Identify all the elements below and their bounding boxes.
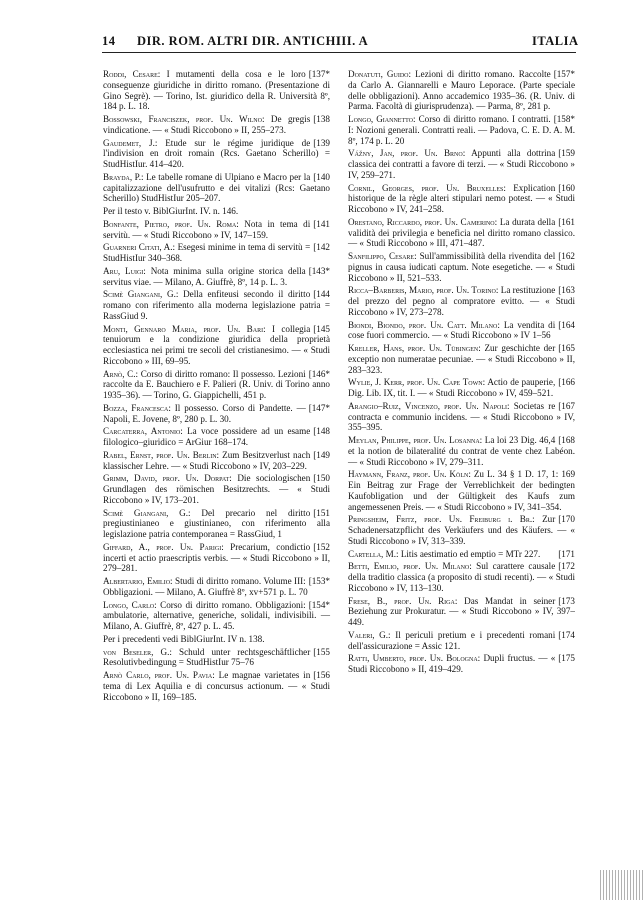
- entry-author: Guarneri Citati, A.:: [103, 242, 176, 253]
- entry-number: [145: [313, 323, 330, 334]
- entry-text: La voce possidere ad un esame filologico–giuridico = ArGiur 168–174.: [103, 426, 311, 447]
- entry-text: Il possesso. Corso di Pandette. — Napoli, E. Jovene, 8º, 280 p. L. 30.: [103, 402, 306, 424]
- entry-text: Zum Besitzverlust nach klassischer Lehre. — « Studi Riccobono » IV, 203–229.: [103, 449, 311, 471]
- entry-number: 169: [561, 469, 575, 480]
- entry-author: Gaudemet, J.:: [103, 137, 158, 148]
- running-title: DIR. ROM. ALTRI DIR. ANTICHI: [137, 34, 342, 48]
- left-column: [103, 69, 330, 704]
- entry-number: [140: [313, 171, 330, 182]
- bibliography-entry: [348, 251, 575, 283]
- entry-text: I mutamenti della cosa e le loro conseguenze giuridiche in diritto romano. (Presentazione di Gino Segrè). — Torino, Ist. giuridico della R. Università 8º, 184 p. L. 18.: [103, 69, 330, 112]
- entry-author: Bozza, Francesca:: [103, 402, 171, 413]
- bibliography-entry: [103, 219, 330, 241]
- bibliography-entry: [348, 469, 575, 512]
- entry-number: [150: [313, 473, 330, 484]
- entry-number: [152: [313, 541, 330, 552]
- entry-author: Aru, Luigi:: [103, 265, 146, 276]
- entry-author: Haymann, Franz, prof. Un. Köln:: [348, 469, 471, 480]
- bibliography-entry: [103, 450, 330, 472]
- entry-author: Grimm, David, prof. Un. Dorpat:: [103, 473, 232, 484]
- entry-number: [146*: [308, 368, 330, 379]
- entry-author: Orestano, Riccardo, prof. Un. Camerino:: [348, 216, 498, 227]
- entry-number: [166: [558, 377, 575, 388]
- entry-text: Della enfiteusi secondo il diritto romano con riferimento alla moderna legislazione patria = RassGiud 9.: [103, 289, 330, 321]
- entry-number: [156: [313, 670, 330, 680]
- entry-number: [147*: [308, 402, 330, 413]
- entry-text: De gregis vindicatione. — « Studi Riccobono » II, 255–273.: [103, 114, 311, 135]
- right-column: [348, 69, 575, 677]
- entry-author: Albertario, Emilio:: [103, 576, 173, 586]
- entry-author: Scimè Giangani, G.:: [103, 289, 179, 300]
- entry-text: Actio de pauperie, Dig. Lib. IX, tit. I. — « Studi Riccobono » IV, 459–521.: [348, 377, 556, 398]
- entry-number: [141: [313, 218, 330, 229]
- entry-author: Bonfante, Pietro, prof. Un. Roma:: [103, 218, 239, 229]
- entry-author: Longo, Giannetto:: [348, 114, 416, 124]
- bibliography-entry: [103, 600, 330, 632]
- bibliography-entry: [348, 549, 575, 560]
- bibliography-entry: [348, 114, 575, 146]
- bibliography-entry: [348, 514, 575, 546]
- entry-author: von Beseler, G.:: [103, 646, 172, 657]
- entry-number: [154*: [308, 599, 330, 610]
- entry-text: Per i precedenti vedi BiblGiurInt. IV n. 138.: [103, 633, 265, 644]
- section-label: III. A: [336, 34, 369, 48]
- entry-number: [149: [313, 449, 330, 460]
- entry-number: [174: [558, 629, 575, 640]
- entry-number: [144: [313, 289, 330, 300]
- entry-text: Zu L. 34 § 1 D. 17, 1: Ein Beitrag zur Frage der Verreblichkeit der bedingten Kaufobligation und der Gültigkeit des Kaufs zum angemessenen Preis. — « Studi Riccobono » IV, 341–354.: [348, 469, 575, 512]
- entry-text: Studi di diritto romano. Volume III: Obbligazioni. — Milano, A. Giuffrè 8º, xv+571 p. L. 70: [103, 576, 308, 597]
- entry-author: Ricca–Barberis, Mario, prof. Un. Torino:: [348, 285, 499, 296]
- bibliography-entry: [348, 69, 575, 112]
- entry-text: Societas re contracta e communio incidens. — « Studi Riccobono » IV, 355–395.: [348, 400, 575, 433]
- bibliography-entry: [103, 542, 330, 574]
- entry-text: Die sociologischen Grundlagen des römischen Besitzrechts. — « Studi Riccobono » IV, 173–201.: [103, 473, 330, 505]
- entry-number: [155: [313, 646, 330, 657]
- bibliography-entry: [348, 435, 575, 467]
- entry-text: I collegia tenuiorum e la condizione giuridica della proprietà ecclesiastica nei primi tre secoli del cristianesimo. — « Studi Riccobono » III, 69–95.: [103, 323, 330, 366]
- entry-number: [167: [558, 400, 575, 411]
- entry-text: Zur Schadenersatzpflicht des Verkäufers und des Käufers. — « Studi Riccobono » IV, 313–339.: [348, 514, 575, 546]
- entry-text: Etude sur le régime juridique de l'indivision en droit romain (Rcs. Gaetano Scherillo) = StudHistIur. 414–420.: [103, 137, 330, 169]
- bibliography-entry: [348, 320, 575, 342]
- entry-number: [137*: [308, 69, 330, 79]
- entry-number: [158*: [553, 114, 575, 124]
- entry-number: [143*: [308, 265, 330, 276]
- entry-text: Corso di diritto romano: Il possesso. Lezioni raccolte da E. Bauchiero e F. Palieri (R. Univ. di Torino anno 1935–36). — Torino, G. Giappichelli, 451 p.: [103, 368, 330, 400]
- entry-text: Das Mandat in seiner Beziehung zur Prokuratur. — « Studi Riccobono » IV, 397–449.: [348, 595, 575, 627]
- bibliography-entry: [348, 183, 575, 215]
- entry-author: Longo, Carlo:: [103, 599, 157, 610]
- entry-author: Bossowski, Franciszek, prof. Un. Wilno:: [103, 114, 265, 124]
- entry-number: [175: [558, 653, 575, 664]
- entry-author: Vážny, Jan, prof. Un. Brno:: [348, 148, 466, 159]
- entry-number: [172: [558, 561, 575, 572]
- bibliography-entry: [348, 285, 575, 317]
- bibliography-entry: [103, 473, 330, 505]
- bibliography-entry: [103, 426, 330, 448]
- entry-text: Lezioni di diritto romano. Raccolte da Carlo A. Giannarelli e Mauro Leporace. (Parte speciale delle obbligazioni). Anno accademico 1935–36. (R. Univ. di Parma. Facoltà di giurisprudenza). — Parma, 8º, 281 p.: [348, 69, 575, 112]
- entry-text: Del precario nel diritto pregiustinianeo e giustinianeo, con riferimento alla legislazione patria contemporanea = RassGiud, 1: [103, 507, 330, 539]
- bibliography-entry: [103, 138, 330, 170]
- bibliography-entry: [348, 401, 575, 433]
- bibliography-entry: [103, 369, 330, 401]
- entry-number: [170: [558, 514, 575, 525]
- entry-author: Frese, B., prof. Un. Riga:: [348, 595, 458, 606]
- entry-author: Donatuti, Guido:: [348, 69, 412, 79]
- entry-text: La restituzione del prezzo del pegno al compratore evitto. — « Studi Riccobono » IV, 273–278.: [348, 285, 575, 317]
- entry-author: Rabel, Ernst, prof. Un. Berlin:: [103, 449, 220, 460]
- entry-text: Sul carattere causale della traditio classica (a proposito di studi recenti). — « Studi Riccobono » IV, 113–130.: [348, 561, 575, 593]
- entry-author: Giffard, A., prof. Un. Parigi:: [103, 541, 224, 552]
- entry-text: Corso di diritto romano. Obbligazioni: ambulatorie, alternative, generiche, solidali, indivisibili. — Milano, A. Giuffrè, 8º, 427 p. L. 45.: [103, 599, 330, 631]
- entry-author: Wylie, J. Kerr, prof. Un. Cape Town:: [348, 377, 486, 388]
- entry-text: Appunti alla dottrina classica dei contratti a favore di terzi. — « Studi Riccobono » IV, 259–271.: [348, 148, 575, 180]
- entry-author: Valeri, G.:: [348, 629, 391, 640]
- entry-author: Scimè Giangani, G.:: [103, 507, 191, 518]
- bibliography-entry: [103, 508, 330, 540]
- entry-number: [160: [558, 182, 575, 193]
- entry-number: [153*: [308, 576, 330, 586]
- page-number: 14: [102, 34, 116, 48]
- entry-number: [161: [558, 216, 575, 227]
- entry-author: Carcaterra, Antonio:: [103, 426, 183, 437]
- entry-number: [139: [313, 137, 330, 148]
- entry-text: Explication historique de la règle alteri stipulari nemo potest. — « Studi Riccobono » IV, 241–258.: [348, 182, 575, 214]
- bibliography-entry: [103, 576, 330, 598]
- bibliography-entry: [103, 324, 330, 367]
- entry-number: [164: [558, 319, 575, 330]
- bibliography-entry: [103, 647, 330, 669]
- bibliography-entry: [348, 217, 575, 249]
- bibliography-entry: [348, 596, 575, 628]
- bibliography-entry: [103, 172, 330, 204]
- entry-text: Nota in tema di servitù. — « Studi Riccobono » IV, 147–159.: [103, 218, 311, 240]
- entry-number: [151: [313, 507, 330, 518]
- entry-text: Dupli fructus. — « Studi Riccobono » II, 419–429.: [348, 653, 556, 674]
- entry-text: Il periculi pretium e i precedenti romani dell'assicurazione = Assic 121.: [348, 629, 556, 651]
- bibliography-entry: [103, 206, 330, 217]
- entry-text: Schuld unter rechtsgeschäftlicher Resolutivbedingung = StudHistIur 75–76: [103, 646, 311, 668]
- entry-number: [163: [558, 285, 575, 296]
- entry-number: [159: [558, 148, 575, 159]
- bibliography-entry: [348, 561, 575, 593]
- entry-text: Le magnae varietates in tema di Lex Aquilia e di concursus actionum. — « Studi Riccobono » II, 169–185.: [103, 670, 330, 702]
- bibliography-entry: [103, 266, 330, 288]
- bibliography-entry: [348, 343, 575, 375]
- entry-author: Sanfilippo, Cesare:: [348, 251, 417, 261]
- entry-number: [165: [558, 343, 575, 353]
- bibliography-entry: [103, 242, 330, 264]
- bibliography-entry: [103, 289, 330, 321]
- entry-text: Per il testo v. BiblGiurInt. IV. n. 146.: [103, 206, 239, 216]
- entry-number: [142: [313, 242, 330, 253]
- entry-author: Biondi, Biondo, prof. Un. Catt. Milano:: [348, 319, 500, 330]
- header-rule: [102, 52, 576, 53]
- entry-text: Litis aestimatio ed emptio = MTr 227.: [400, 548, 541, 559]
- entry-author: Betti, Emilio, prof. Un. Milano:: [348, 561, 472, 572]
- bibliography-entry: [348, 377, 575, 399]
- entry-text: Precarium, condictio incerti et actio praescriptis verbis. — « Studi Riccobono » II, 279–281.: [103, 541, 330, 574]
- entry-text: Le tabelle romane di Ulpiano e Macro per la capitalizzazione dell'usufrutto e dei vitalizi (Rcs: Gaetano Scherillo) StudHistIur 205–207.: [103, 171, 330, 204]
- entry-author: Arangio–Ruiz, Vincenzo, prof. Un. Napoli:: [348, 400, 510, 411]
- entry-author: Kreller, Hans, prof. Un. Tübingen:: [348, 343, 481, 353]
- bibliography-entry: [103, 634, 330, 645]
- bibliography-entry: [103, 403, 330, 425]
- entry-author: Arnò Carlo, prof. Un. Pavia:: [103, 670, 215, 680]
- entry-author: Pringsheim, Fritz, prof. Un. Freiburg i. Br.:: [348, 514, 535, 525]
- entry-text: Zur geschichte der exceptio non numeratae pecuniae. — « Studi Riccobono » II, 283–323.: [348, 343, 575, 375]
- entry-author: Ratti, Umberto, prof. Un. Bologna:: [348, 653, 481, 664]
- entry-text: La loi 23 Dig. 46,4 et la notion de bilateralité du contrat de vente chez Labéon. — « Studi Riccobono » IV, 279–311.: [348, 435, 575, 467]
- entry-text: Esegesi minime in tema di servitù = StudHistIur 340–368.: [103, 242, 311, 263]
- entry-author: Monti, Gennaro Maria, prof. Un. Bari:: [103, 323, 266, 334]
- running-header: [0, 34, 644, 50]
- country-label: ITALIA: [532, 34, 579, 48]
- entry-number: [162: [558, 251, 575, 261]
- bibliography-entry: [103, 114, 330, 136]
- entry-number: [157*: [553, 69, 575, 79]
- entry-number: [168: [558, 435, 575, 445]
- entry-author: Cartella, M.:: [348, 548, 399, 559]
- entry-author: Arnò, C.:: [103, 368, 139, 379]
- entry-number: [173: [558, 595, 575, 606]
- bibliography-entry: [103, 69, 330, 112]
- entry-text: Corso di diritto romano. I contratti. I: Nozioni generali. Contratti reali. — Padova, C. E. D. A. M. 8º, 174 p. L. 20: [348, 114, 575, 146]
- entry-author: Meylan, Philippe, prof. Un. Losanna:: [348, 435, 483, 445]
- entry-author: Brayda, P.:: [103, 171, 144, 182]
- entry-text: La durata della validità dei privilegia e beneficia nel diritto romano classico. — « Studi Riccobono » III, 471–487.: [348, 216, 575, 249]
- bibliography-entry: [348, 630, 575, 652]
- entry-text: Sull'ammissibilità della rivendita del pignus in causa iudicati captum. Note esegetiche. — « Studi Riccobono » II, 521–533.: [348, 251, 575, 283]
- entry-number: [138: [313, 114, 330, 124]
- entry-author: Cornil, Georges, prof. Un. Bruxelles:: [348, 182, 506, 193]
- entry-number: [171: [558, 548, 575, 559]
- bibliography-entry: [348, 653, 575, 675]
- scan-edge-marks: [600, 870, 644, 900]
- entry-number: [148: [313, 426, 330, 437]
- entry-author: Roddi, Cesare:: [103, 69, 161, 79]
- bibliography-entry: [348, 148, 575, 180]
- entry-text: La vendita di cose fuori commercio. — « Studi Riccobono » IV 1–56: [348, 319, 556, 341]
- entry-text: Nota minima sulla origine storica della servitus viae. — Milano, A. Giuffrè, 8º, 14 p. L. 3.: [103, 265, 306, 287]
- bibliography-entry: [103, 670, 330, 702]
